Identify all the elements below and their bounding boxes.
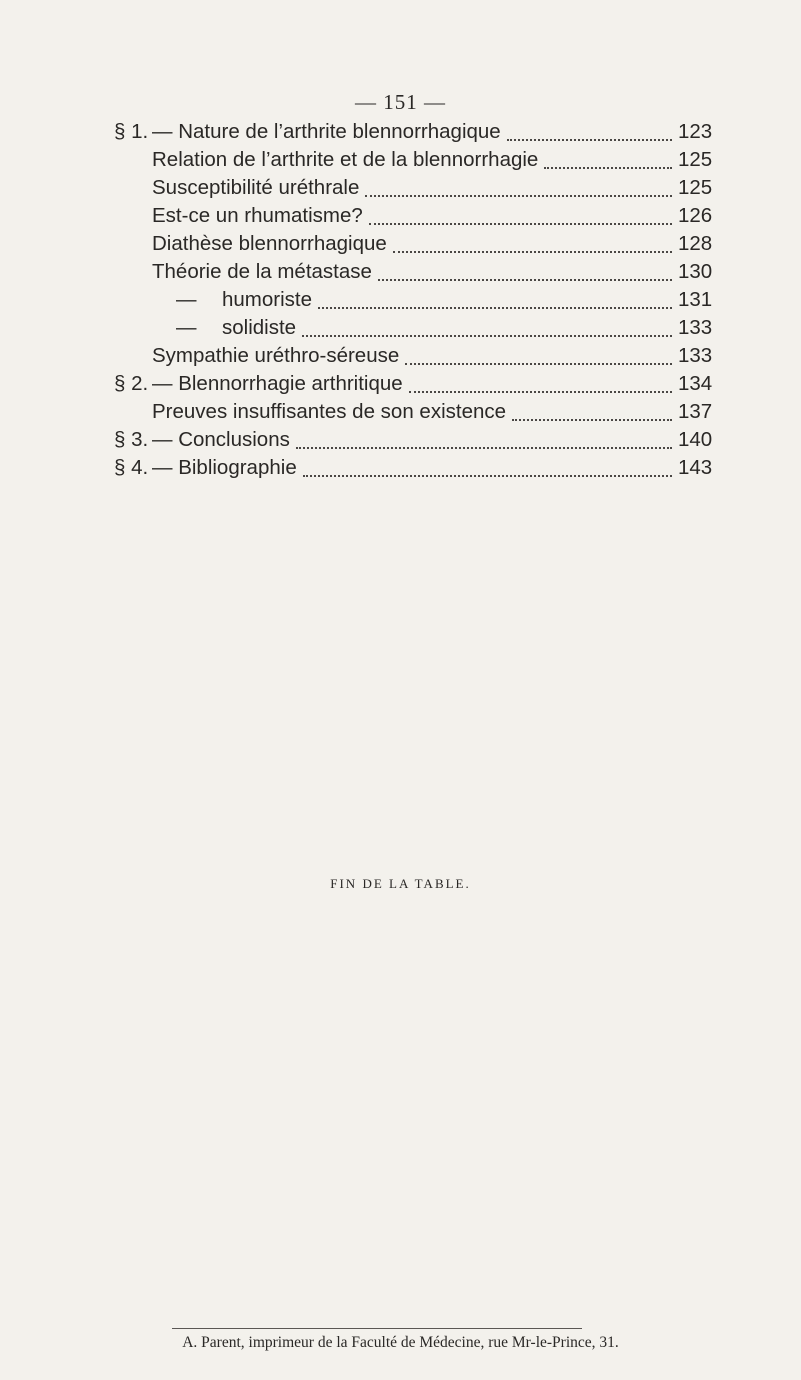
entry-page: 125 [678, 148, 713, 171]
entry-page: 143 [678, 456, 713, 479]
entry-title: Susceptibilité uréthrale [152, 176, 360, 199]
dot-leader [405, 363, 672, 365]
section-number: § 2. [114, 372, 149, 395]
dot-leader [512, 419, 672, 421]
dot-leader [365, 195, 672, 197]
toc-entry [114, 258, 712, 286]
dot-leader [378, 279, 672, 281]
dot-leader [303, 475, 672, 477]
dot-leader [507, 139, 672, 141]
ditto-dash: — [176, 316, 197, 339]
entry-page: 123 [678, 120, 713, 143]
entry-page: 140 [678, 428, 713, 451]
entry-title: — Blennorrhagie arthritique [152, 372, 403, 395]
entry-title: Relation de l’arthrite et de la blennorrhagie [152, 148, 539, 171]
entry-page: 126 [678, 204, 713, 227]
toc-entry [114, 230, 712, 258]
toc-entry [114, 426, 712, 454]
dot-leader [318, 307, 672, 309]
toc-entry [114, 370, 712, 398]
toc-entry [114, 146, 712, 174]
toc-entry [114, 118, 712, 146]
entry-title: Diathèse blennorrhagique [152, 232, 387, 255]
entry-page: 125 [678, 176, 713, 199]
entry-page: 137 [678, 400, 713, 423]
section-number: § 1. [114, 120, 149, 143]
entry-title: Est-ce un rhumatisme? [152, 204, 363, 227]
entry-title: Sympathie uréthro-séreuse [152, 344, 400, 367]
dot-leader [393, 251, 672, 253]
footer-rule [172, 1328, 582, 1329]
entry-title: — Bibliographie [152, 456, 297, 479]
entry-title: Preuves insuffisantes de son existence [152, 400, 507, 423]
end-of-table-label: FIN DE LA TABLE. [330, 876, 471, 891]
entry-title: — Nature de l’arthrite blennorrhagique [152, 120, 501, 143]
entry-title: humoriste [222, 288, 313, 311]
toc-entry [114, 286, 712, 314]
dot-leader [302, 335, 672, 337]
dot-leader [409, 391, 672, 393]
section-number: § 4. [114, 456, 149, 479]
entry-page: 131 [678, 288, 713, 311]
dot-leader [369, 223, 672, 225]
toc-entry [114, 314, 712, 342]
section-number: § 3. [114, 428, 149, 451]
entry-page: 128 [678, 232, 713, 255]
entry-page: 130 [678, 260, 713, 283]
dot-leader [544, 167, 672, 169]
entry-title: Théorie de la métastase [152, 260, 372, 283]
ditto-dash: — [176, 288, 197, 311]
entry-page: 133 [678, 316, 713, 339]
page-number: — 151 — [355, 90, 446, 114]
entry-page: 134 [678, 372, 713, 395]
toc-entry [114, 398, 712, 426]
toc-entry [114, 454, 712, 482]
toc-entry [114, 342, 712, 370]
entry-title: — Conclusions [152, 428, 290, 451]
toc-entry [114, 174, 712, 202]
entry-title: solidiste [222, 316, 297, 339]
printer-imprint: A. Parent, imprimeur de la Faculté de Médecine, rue Mr-le-Prince, 31. [182, 1334, 619, 1351]
toc-entry [114, 202, 712, 230]
dot-leader [296, 447, 672, 449]
entry-page: 133 [678, 344, 713, 367]
